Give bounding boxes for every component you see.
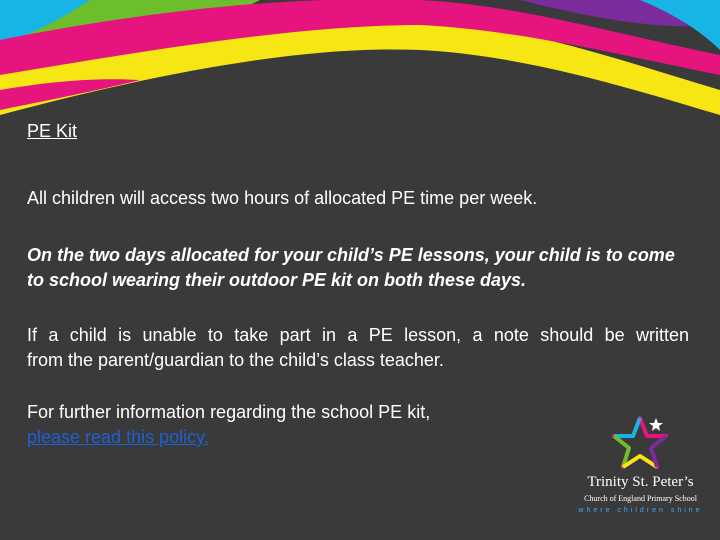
pe-kit-days-paragraph: On the two days allocated for your child’s PE lessons, your child is to come to school wearing their outdoor PE kit on both these days. [27, 245, 675, 290]
further-info-text: For further information regarding the school PE kit, [27, 402, 431, 422]
school-name: Trinity St. Peter’s [587, 474, 694, 490]
page-title: PE Kit [27, 121, 78, 141]
school-subtitle: Church of England Primary School [584, 494, 697, 503]
policy-link[interactable]: please read this policy. [27, 427, 209, 447]
school-tagline: where children shine [578, 507, 703, 514]
decorative-ribbons [0, 0, 720, 140]
school-logo [578, 414, 703, 524]
pe-time-paragraph: All children will access two hours of allocated PE time per week. [27, 188, 538, 208]
absence-note-line-2: from the parent/guardian to the child’s class teacher. [27, 350, 444, 370]
absence-note-paragraph [27, 323, 689, 373]
rainbow-star-icon [610, 414, 670, 474]
absence-note-line-1: If a child is unable to take part in a PE lesson, a note should be written [27, 325, 689, 345]
